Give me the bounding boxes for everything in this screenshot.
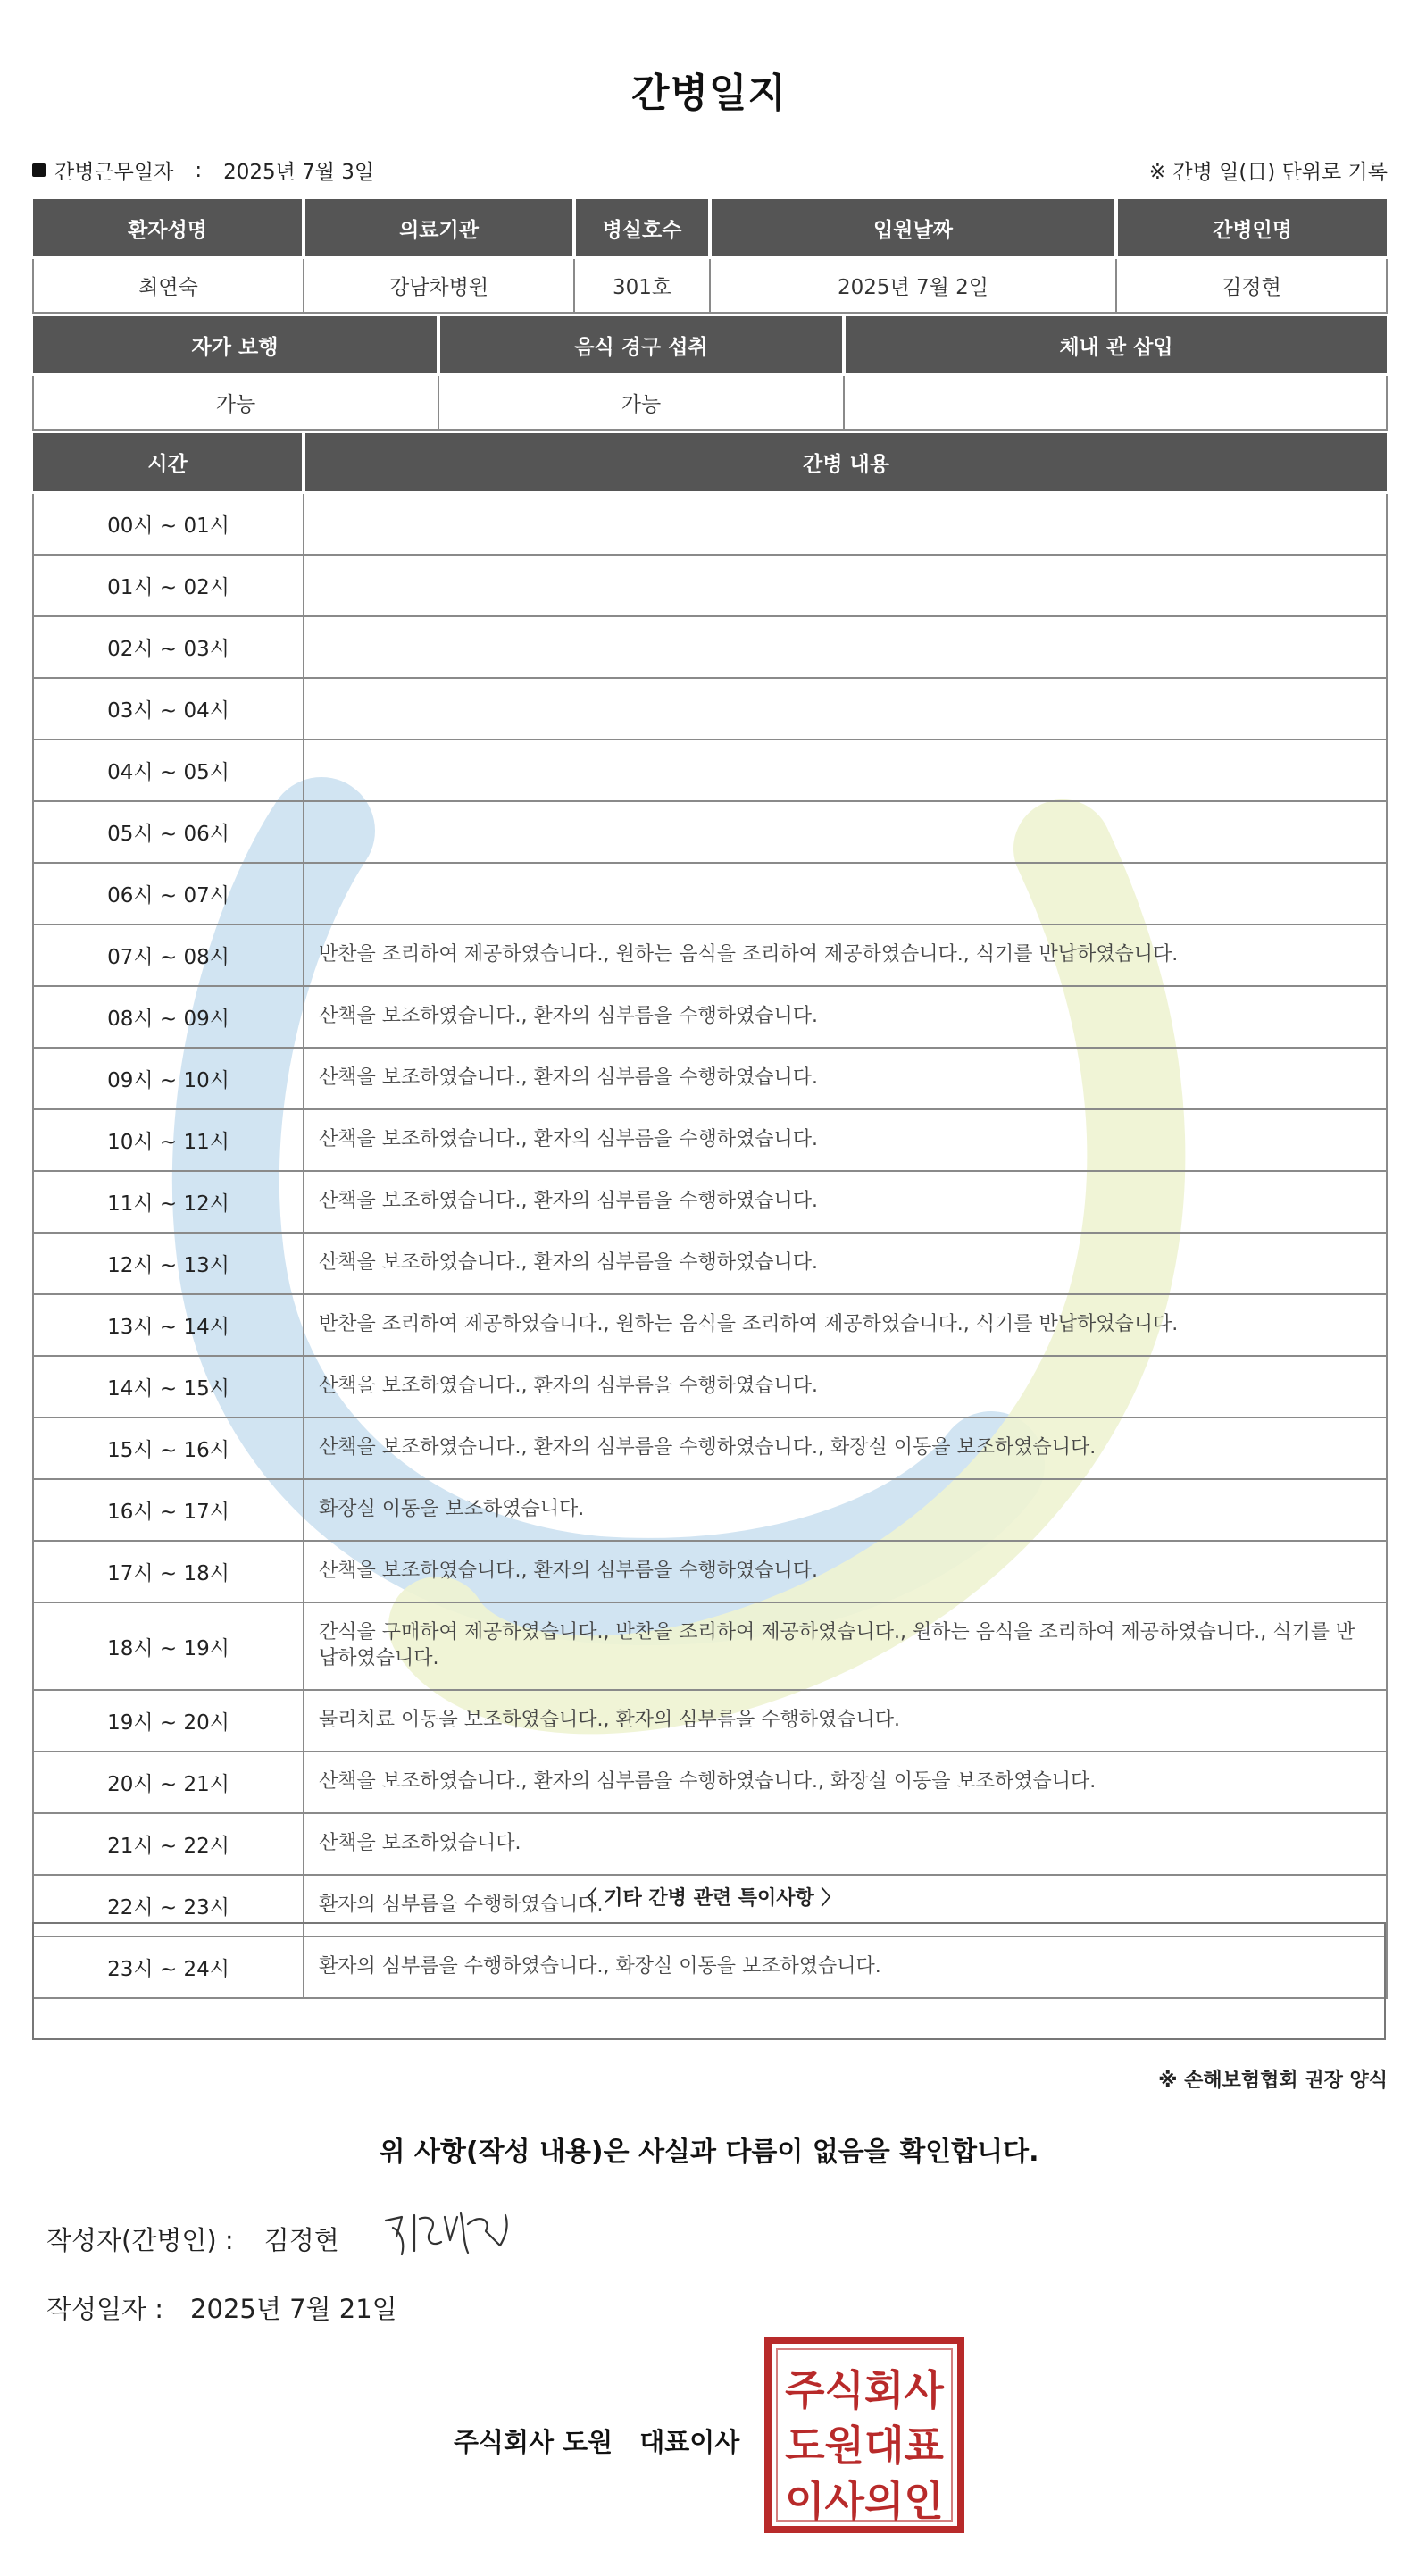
log-time: 11시 ~ 12시	[33, 1171, 304, 1233]
written-date-value: 2025년 7월 21일	[190, 2294, 397, 2324]
table-row	[33, 863, 1387, 924]
writer-label: 작성자(간병인) :	[46, 2225, 234, 2255]
written-date-label: 작성일자 :	[46, 2294, 164, 2324]
log-content: 환자의 심부름을 수행하였습니다.	[304, 1875, 1387, 1936]
header-hospital: 의료기관	[304, 199, 574, 258]
table-row	[33, 1048, 1387, 1109]
log-content	[304, 740, 1387, 801]
special-notes-title: 〈 기타 간병 관련 특이사항 〉	[577, 1887, 841, 1910]
log-time: 08시 ~ 09시	[33, 986, 304, 1048]
care-log-table	[32, 433, 1388, 1999]
table-row	[33, 986, 1387, 1048]
log-content: 산책을 보조하였습니다., 환자의 심부름을 수행하였습니다.	[304, 986, 1387, 1048]
patient-info-table	[32, 199, 1388, 314]
table-row	[33, 616, 1387, 678]
log-time: 00시 ~ 01시	[33, 493, 304, 556]
square-bullet-icon	[32, 163, 46, 177]
log-time: 10시 ~ 11시	[33, 1109, 304, 1171]
log-time: 15시 ~ 16시	[33, 1418, 304, 1479]
table-row	[33, 740, 1387, 801]
header-patient-name: 환자성명	[33, 199, 304, 258]
duty-date-value: 2025년 7월 3일	[223, 161, 375, 184]
log-content	[304, 678, 1387, 740]
table-row	[33, 1418, 1387, 1479]
table-row	[33, 678, 1387, 740]
table-row	[33, 1171, 1387, 1233]
log-time: 23시 ~ 24시	[33, 1936, 304, 1998]
log-content: 산책을 보조하였습니다., 환자의 심부름을 수행하였습니다., 화장실 이동을 보조하였습니다.	[304, 1752, 1387, 1813]
log-content: 반찬을 조리하여 제공하였습니다., 원하는 음식을 조리하여 제공하였습니다., 식기를 반납하였습니다.	[304, 1294, 1387, 1356]
recommended-form-note: ※ 손해보험협회 권장 양식	[1158, 2070, 1388, 2092]
log-time: 09시 ~ 10시	[33, 1048, 304, 1109]
record-unit-note: ※ 간병 일(日) 단위로 기록	[1148, 161, 1388, 184]
patient-status-table	[32, 316, 1388, 431]
log-content: 산책을 보조하였습니다., 환자의 심부름을 수행하였습니다.	[304, 1233, 1387, 1294]
log-content: 산책을 보조하였습니다., 환자의 심부름을 수행하였습니다.	[304, 1048, 1387, 1109]
table-row	[33, 1356, 1387, 1418]
log-content: 물리치료 이동을 보조하였습니다., 환자의 심부름을 수행하였습니다.	[304, 1690, 1387, 1752]
log-time: 05시 ~ 06시	[33, 801, 304, 863]
log-content: 간식을 구매하여 제공하였습니다., 반찬을 조리하여 제공하였습니다., 원하는 음식을 조리하여 제공하였습니다., 식기를 반납하였습니다.	[304, 1602, 1387, 1690]
hospital-name: 강남차병원	[304, 258, 574, 314]
company-seal-stamp	[764, 2337, 964, 2533]
table-row	[33, 1479, 1387, 1541]
log-content: 산책을 보조하였습니다., 환자의 심부름을 수행하였습니다., 화장실 이동을 보조하였습니다.	[304, 1418, 1387, 1479]
log-time: 07시 ~ 08시	[33, 924, 304, 986]
table-row	[33, 924, 1387, 986]
confirmation-statement: 위 사항(작성 내용)은 사실과 다름이 없음을 확인합니다.	[379, 2137, 1039, 2168]
written-date-line	[46, 2289, 397, 2326]
table-row	[33, 1541, 1387, 1602]
document-title: 간병일지	[630, 71, 787, 116]
header-admission-date: 입원날짜	[710, 199, 1116, 258]
header-tube-insertion: 체내 관 삽입	[844, 316, 1387, 375]
log-time: 20시 ~ 21시	[33, 1752, 304, 1813]
log-content: 산책을 보조하였습니다., 환자의 심부름을 수행하였습니다.	[304, 1109, 1387, 1171]
header-caregiver-name: 간병인명	[1116, 199, 1387, 258]
log-time: 22시 ~ 23시	[33, 1875, 304, 1936]
seal-line-2: 도원대표	[785, 2421, 944, 2470]
table-row	[33, 1233, 1387, 1294]
log-content	[304, 555, 1387, 616]
log-time: 02시 ~ 03시	[33, 616, 304, 678]
log-content: 산책을 보조하였습니다.	[304, 1813, 1387, 1875]
log-content: 산책을 보조하였습니다., 환자의 심부름을 수행하였습니다.	[304, 1541, 1387, 1602]
log-content	[304, 616, 1387, 678]
duty-date-line	[32, 155, 374, 185]
log-content: 화장실 이동을 보조하였습니다.	[304, 1479, 1387, 1541]
special-notes-box	[32, 1922, 1386, 2040]
header-walking: 자가 보행	[33, 316, 438, 375]
log-content: 환자의 심부름을 수행하였습니다., 화장실 이동을 보조하였습니다.	[304, 1936, 1387, 1998]
header-room: 병실호수	[574, 199, 710, 258]
log-time: 06시 ~ 07시	[33, 863, 304, 924]
log-content: 반찬을 조리하여 제공하였습니다., 원하는 음식을 조리하여 제공하였습니다., 식기를 반납하였습니다.	[304, 924, 1387, 986]
duty-date-colon: :	[195, 158, 203, 182]
patient-name: 최연숙	[33, 258, 304, 314]
log-content	[304, 863, 1387, 924]
oral-intake-status: 가능	[438, 375, 844, 431]
table-row	[33, 1109, 1387, 1171]
tube-insertion-status	[844, 375, 1387, 431]
writer-line	[46, 2221, 339, 2257]
log-time: 14시 ~ 15시	[33, 1356, 304, 1418]
log-time: 16시 ~ 17시	[33, 1479, 304, 1541]
log-time: 01시 ~ 02시	[33, 555, 304, 616]
log-time: 04시 ~ 05시	[33, 740, 304, 801]
table-row	[33, 1752, 1387, 1813]
header-care-content: 간병 내용	[304, 433, 1387, 493]
log-time: 17시 ~ 18시	[33, 1541, 304, 1602]
log-time: 03시 ~ 04시	[33, 678, 304, 740]
table-row	[33, 801, 1387, 863]
header-time: 시간	[33, 433, 304, 493]
seal-line-1: 주식회사	[785, 2366, 944, 2414]
room-number: 301호	[574, 258, 710, 314]
log-content	[304, 801, 1387, 863]
company-name: 주식회사 도원	[454, 2427, 613, 2457]
log-time: 12시 ~ 13시	[33, 1233, 304, 1294]
duty-date-label: 간병근무일자	[54, 161, 174, 184]
table-row	[33, 555, 1387, 616]
writer-name: 김정현	[263, 2225, 339, 2255]
log-time: 18시 ~ 19시	[33, 1602, 304, 1690]
admission-date: 2025년 7월 2일	[710, 258, 1116, 314]
log-content: 산책을 보조하였습니다., 환자의 심부름을 수행하였습니다.	[304, 1171, 1387, 1233]
table-row	[33, 1602, 1387, 1690]
table-row	[33, 1690, 1387, 1752]
table-row	[33, 493, 1387, 556]
seal-line-3: 이사의인	[785, 2477, 944, 2525]
log-time: 21시 ~ 22시	[33, 1813, 304, 1875]
log-content: 산책을 보조하였습니다., 환자의 심부름을 수행하였습니다.	[304, 1356, 1387, 1418]
company-line	[454, 2422, 739, 2459]
log-time: 19시 ~ 20시	[33, 1690, 304, 1752]
log-time: 13시 ~ 14시	[33, 1294, 304, 1356]
header-oral-intake: 음식 경구 섭취	[438, 316, 844, 375]
handwritten-signature	[375, 2201, 518, 2265]
caregiver-name: 김정현	[1116, 258, 1387, 314]
walking-status: 가능	[33, 375, 438, 431]
log-content	[304, 493, 1387, 556]
table-row	[33, 1294, 1387, 1356]
ceo-title: 대표이사	[639, 2427, 740, 2457]
table-row	[33, 1813, 1387, 1875]
